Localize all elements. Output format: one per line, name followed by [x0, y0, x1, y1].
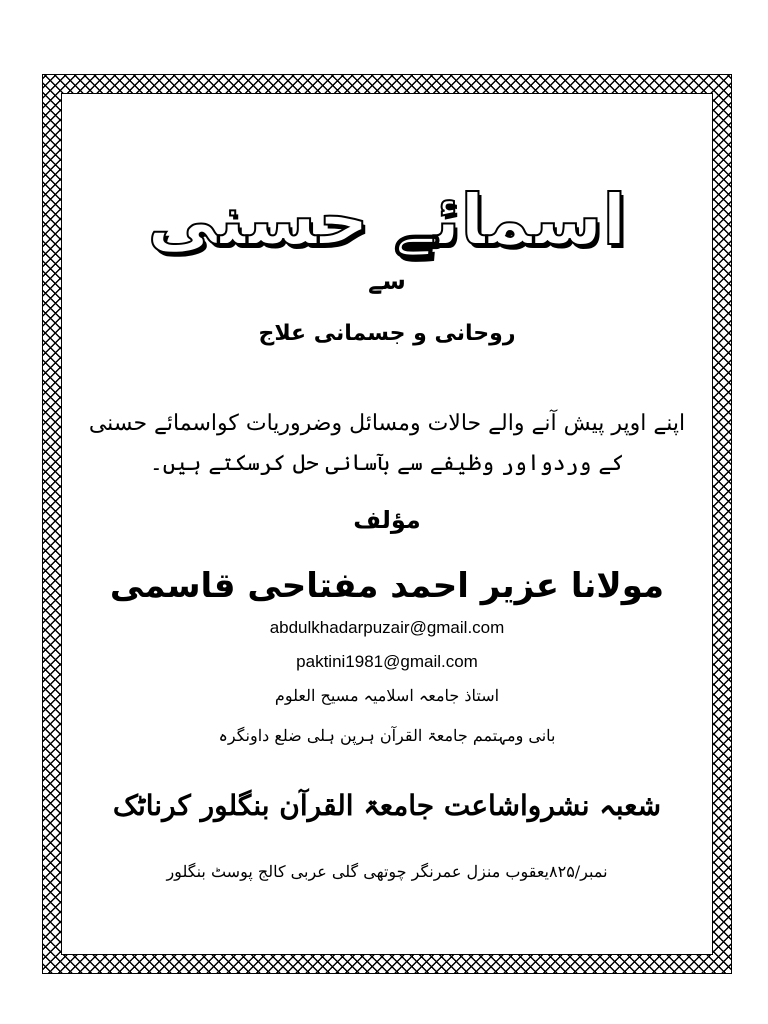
author-email-1: abdulkhadarpuzair@gmail.com: [269, 618, 505, 637]
author-position-1: استاذ جامعہ اسلامیہ مسیح العلوم: [274, 686, 500, 705]
book-subtitle: روحانی و جسمانی علاج: [258, 321, 516, 346]
publisher-name: شعبہ نشرواشاعت جامعۃ القرآن بنگلور کرناٹک: [112, 789, 662, 822]
author-name: مولانا عزیر احمد مفتاحی قاسمی: [109, 566, 665, 606]
description-line-1: اپنے اوپر پیش آنے والے حالات ومسائل وضروریات کواسمائے حسنی: [88, 411, 686, 436]
cover-page: [62, 95, 712, 953]
connector-word: سے: [368, 267, 406, 295]
publisher-address: نمبر/۸۲۵یعقوب منزل عمرنگر چوتھی گلی عربی کالج پوسٹ بنگلور: [166, 862, 608, 881]
description-line-2: کے وردواور وظیفے سے بآسانی حل کرسکتے ہیں۔: [149, 451, 625, 476]
book-title: اسمائے حسنی: [147, 179, 627, 261]
author-email-2: paktini1981@gmail.com: [296, 652, 478, 671]
author-label: مؤلف: [353, 506, 421, 534]
author-position-2: بانی ومہتمم جامعۃ القرآن ہرپن ہلی ضلع داونگرہ: [218, 726, 556, 745]
